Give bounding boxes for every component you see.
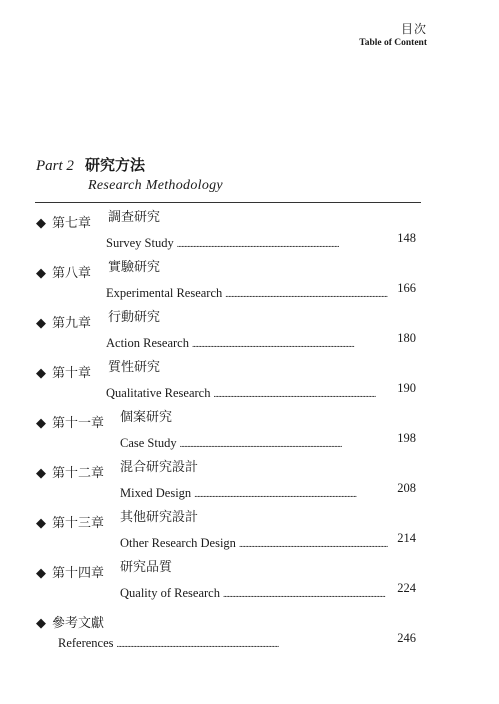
dot-leader: [225, 286, 388, 302]
toc-entry-ch8[interactable]: [36, 260, 418, 310]
chapter-title-zh: 行動研究: [108, 310, 161, 325]
dot-leader: [223, 586, 388, 602]
diamond-bullet-icon: ◆: [36, 316, 46, 331]
toc-entry-ch9[interactable]: [36, 310, 418, 360]
chapter-title-zh: 實驗研究: [108, 260, 161, 275]
chapter-number: 第十章: [52, 366, 92, 381]
references-title-zh: 參考文獻: [52, 616, 105, 631]
chapter-title-en: Other Research Design: [120, 536, 236, 550]
chapter-title-zh: 質性研究: [108, 360, 161, 375]
dot-leader: [192, 336, 388, 352]
part-label: Part 2: [36, 158, 74, 174]
chapter-title-en: Case Study: [120, 436, 177, 450]
chapter-number: 第十二章: [52, 466, 105, 481]
part-heading: [36, 154, 145, 175]
chapter-title-zh: 其他研究設計: [120, 510, 199, 525]
chapter-title-zh: 混合研究設計: [120, 460, 199, 475]
dot-leader: [117, 636, 388, 652]
chapter-title-zh: 研究品質: [120, 560, 173, 575]
toc-entry-ch14[interactable]: [36, 560, 418, 610]
part-title-zh: 研究方法: [85, 156, 146, 174]
chapter-title-en: Action Research: [106, 336, 189, 350]
page-number: 224: [397, 581, 416, 595]
chapter-number: 第十一章: [52, 416, 105, 431]
dot-leader: [213, 386, 388, 402]
page-number: 208: [397, 481, 416, 495]
page-number: 148: [397, 231, 416, 245]
page-number: 214: [397, 531, 416, 545]
chapter-title-en: Experimental Research: [106, 286, 223, 300]
part-title-en: Research Methodology: [88, 178, 223, 193]
toc-list: [36, 210, 418, 660]
chapter-number: 第八章: [52, 266, 92, 281]
toc-entry-ch11[interactable]: [36, 410, 418, 460]
dot-leader: [180, 436, 388, 452]
chapter-number: 第七章: [52, 216, 92, 231]
diamond-bullet-icon: ◆: [36, 466, 46, 481]
diamond-bullet-icon: ◆: [36, 566, 46, 581]
chapter-number: 第九章: [52, 316, 92, 331]
page-number: 166: [397, 281, 416, 295]
references-title-en: References: [58, 636, 114, 650]
diamond-bullet-icon: ◆: [36, 516, 46, 531]
diamond-bullet-icon: ◆: [36, 616, 46, 631]
page-number: 180: [397, 331, 416, 345]
dot-leader: [239, 536, 388, 552]
dot-leader: [177, 236, 388, 252]
diamond-bullet-icon: ◆: [36, 416, 46, 431]
chapter-title-en: Quality of Research: [120, 586, 220, 600]
toc-entry-references[interactable]: [36, 610, 418, 660]
chapter-title-en: Survey Study: [106, 236, 174, 250]
heading-divider: [35, 202, 421, 203]
toc-entry-ch7[interactable]: [36, 210, 418, 260]
chapter-number: 第十四章: [52, 566, 105, 581]
toc-entry-ch10[interactable]: [36, 360, 418, 410]
diamond-bullet-icon: ◆: [36, 266, 46, 281]
running-head: [359, 22, 427, 49]
chapter-title-zh: 個案研究: [120, 410, 173, 425]
chapter-title-en: Mixed Design: [120, 486, 192, 500]
dot-leader: [194, 486, 388, 502]
diamond-bullet-icon: ◆: [36, 216, 46, 231]
page-number: 246: [397, 631, 416, 645]
toc-entry-ch12[interactable]: [36, 460, 418, 510]
page-number: 198: [397, 431, 416, 445]
running-head-zh: 目次: [400, 22, 427, 36]
chapter-title-zh: 調查研究: [108, 210, 161, 225]
chapter-title-en: Qualitative Research: [106, 386, 211, 400]
toc-entry-ch13[interactable]: [36, 510, 418, 560]
page-number: 190: [397, 381, 416, 395]
diamond-bullet-icon: ◆: [36, 366, 46, 381]
running-head-en: Table of Content: [359, 38, 427, 48]
chapter-number: 第十三章: [52, 516, 105, 531]
